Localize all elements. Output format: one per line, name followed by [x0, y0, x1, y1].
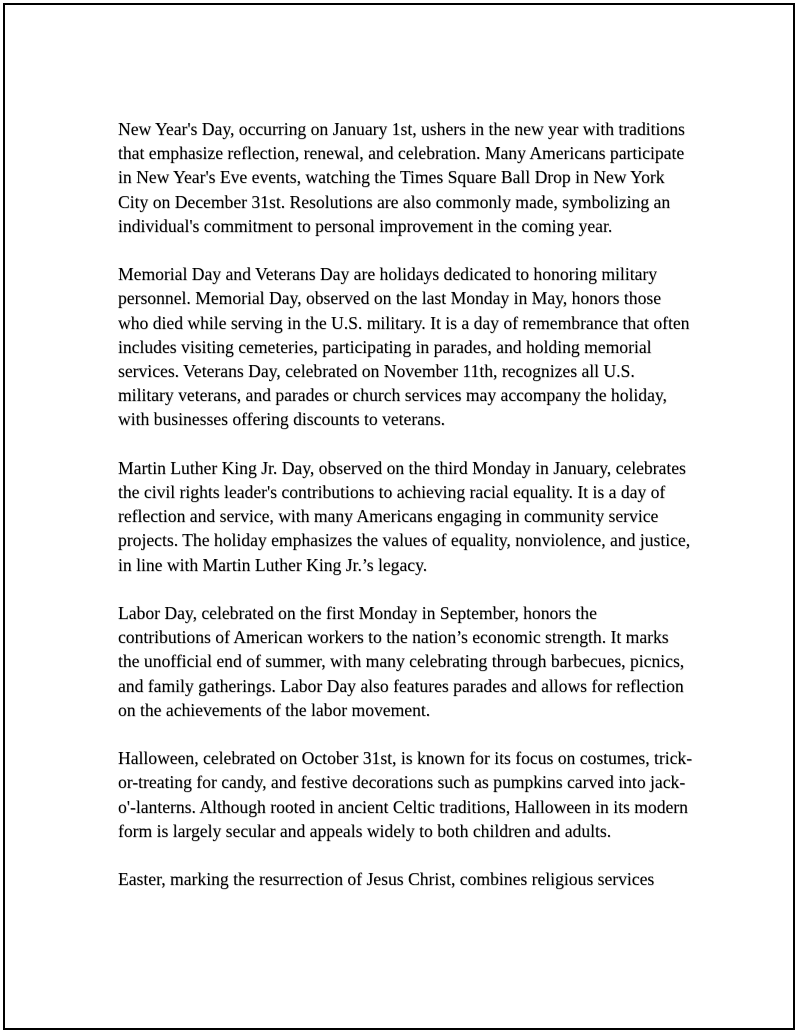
- paragraph-labor-day: Labor Day, celebrated on the first Monday in September, honors the contributions of American workers to the nation’s economic strength. It marks the unofficial end of summer, with many celebrating through barbecues, picnics, and family gatherings. Labor Day also features parades and allows for reflection on the achievements of the labor movement.: [118, 603, 685, 720]
- document-body: [118, 117, 693, 916]
- paragraph-halloween: Halloween, celebrated on October 31st, is known for its focus on costumes, trick-or-treating for candy, and festive decorations such as pumpkins carved into jack-o'-lanterns. Although rooted in ancient Celtic traditions, Halloween in its modern form is largely secular and appeals widely to both children and adults.: [118, 748, 693, 841]
- paragraph-memorial-veterans-day: Memorial Day and Veterans Day are holidays dedicated to honoring military personnel. Memorial Day, observed on the last Monday in May, honors those who died while serving in the U.S. military. It is a day of remembrance that often includes visiting cemeteries, participating in parades, and holding memorial services. Veterans Day, celebrated on November 11th, recognizes all U.S. military veterans, and parades or church services may accompany the holiday, with businesses offering discounts to veterans.: [118, 264, 690, 430]
- paragraph-mlk-day: Martin Luther King Jr. Day, observed on the third Monday in January, celebrates the civil rights leader's contributions to achieving racial equality. It is a day of reflection and service, with many Americans engaging in community service projects. The holiday emphasizes the values of equality, nonviolence, and justice, in line with Martin Luther King Jr.’s legacy.: [118, 457, 691, 575]
- paragraph-easter: Easter, marking the resurrection of Jesus Christ, combines religious services: [118, 869, 655, 890]
- paragraph-new-years-day: New Year's Day, occurring on January 1st, ushers in the new year with traditions that emphasize reflection, renewal, and celebration. Many Americans participate in New Year's Eve events, watching the Times Square Ball Drop in New York City on December 31st. Resolutions are also commonly made, symbolizing an individual's commitment to personal improvement in the coming year.: [118, 119, 685, 236]
